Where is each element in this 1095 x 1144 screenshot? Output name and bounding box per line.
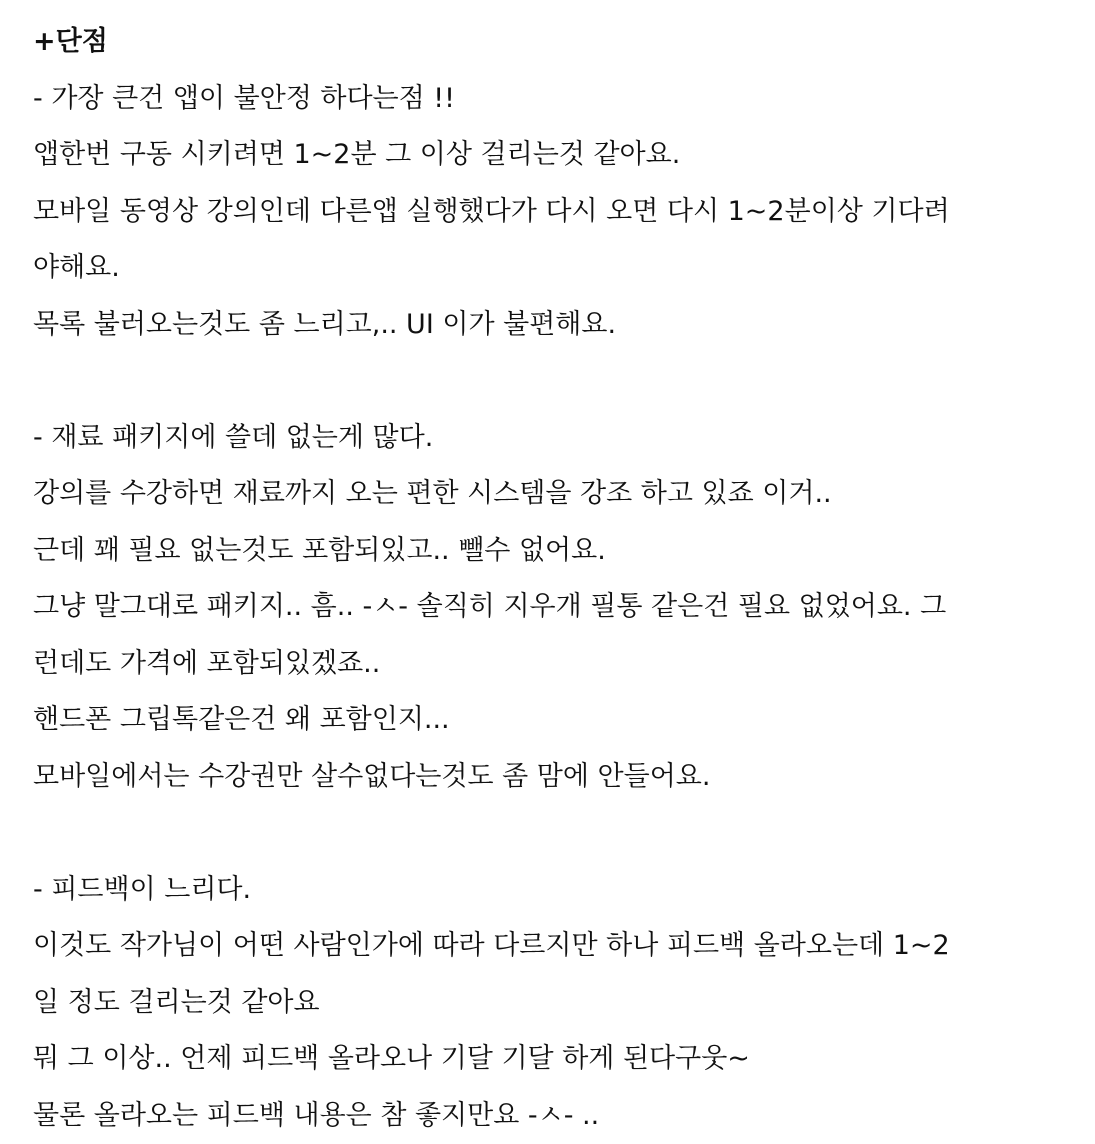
paragraph-line: 모바일에서는 수강권만 살수없다는것도 좀 맘에 안들어요. [33, 749, 1063, 806]
paragraph-line: 근데 꽤 필요 없는것도 포함되있고.. 뺄수 없어요. [33, 523, 1063, 580]
paragraph-line: 뭐 그 이상.. 언제 피드백 올라오나 기달 기달 하게 된다구웃~ [33, 1031, 1063, 1088]
paragraph-line: 야해요. [33, 240, 1063, 297]
review-document [33, 14, 1063, 1144]
paragraph-line: 핸드폰 그립톡같은건 왜 포함인지... [33, 692, 1063, 749]
cons-heading: +단점 [33, 14, 1063, 71]
paragraph-line: - 피드백이 느리다. [33, 862, 1063, 919]
paragraph-line: 일 정도 걸리는것 같아요 [33, 975, 1063, 1032]
section-material-package [33, 410, 1063, 806]
paragraph-line: - 재료 패키지에 쓸데 없는게 많다. [33, 410, 1063, 467]
blank-line [33, 805, 1063, 862]
paragraph-line: 런데도 가격에 포함되있겠죠.. [33, 636, 1063, 693]
paragraph-line: 물론 올라오는 피드백 내용은 참 좋지만요 -ㅅ- .. [33, 1088, 1063, 1144]
blank-line [33, 353, 1063, 410]
section-app-instability [33, 71, 1063, 354]
section-slow-feedback [33, 862, 1063, 1144]
paragraph-line: 목록 불러오는것도 좀 느리고,.. UI 이가 불편해요. [33, 297, 1063, 354]
paragraph-line: 앱한번 구동 시키려면 1~2분 그 이상 걸리는것 같아요. [33, 127, 1063, 184]
paragraph-line: 이것도 작가님이 어떤 사람인가에 따라 다르지만 하나 피드백 올라오는데 1~2 [33, 918, 1063, 975]
paragraph-line: 그냥 말그대로 패키지.. 흠.. -ㅅ- 솔직히 지우개 필통 같은건 필요 없었어요. 그 [33, 579, 1063, 636]
paragraph-line: 강의를 수강하면 재료까지 오는 편한 시스템을 강조 하고 있죠 이거.. [33, 466, 1063, 523]
paragraph-line: - 가장 큰건 앱이 불안정 하다는점 !! [33, 71, 1063, 128]
paragraph-line: 모바일 동영상 강의인데 다른앱 실행했다가 다시 오면 다시 1~2분이상 기다려 [33, 184, 1063, 241]
